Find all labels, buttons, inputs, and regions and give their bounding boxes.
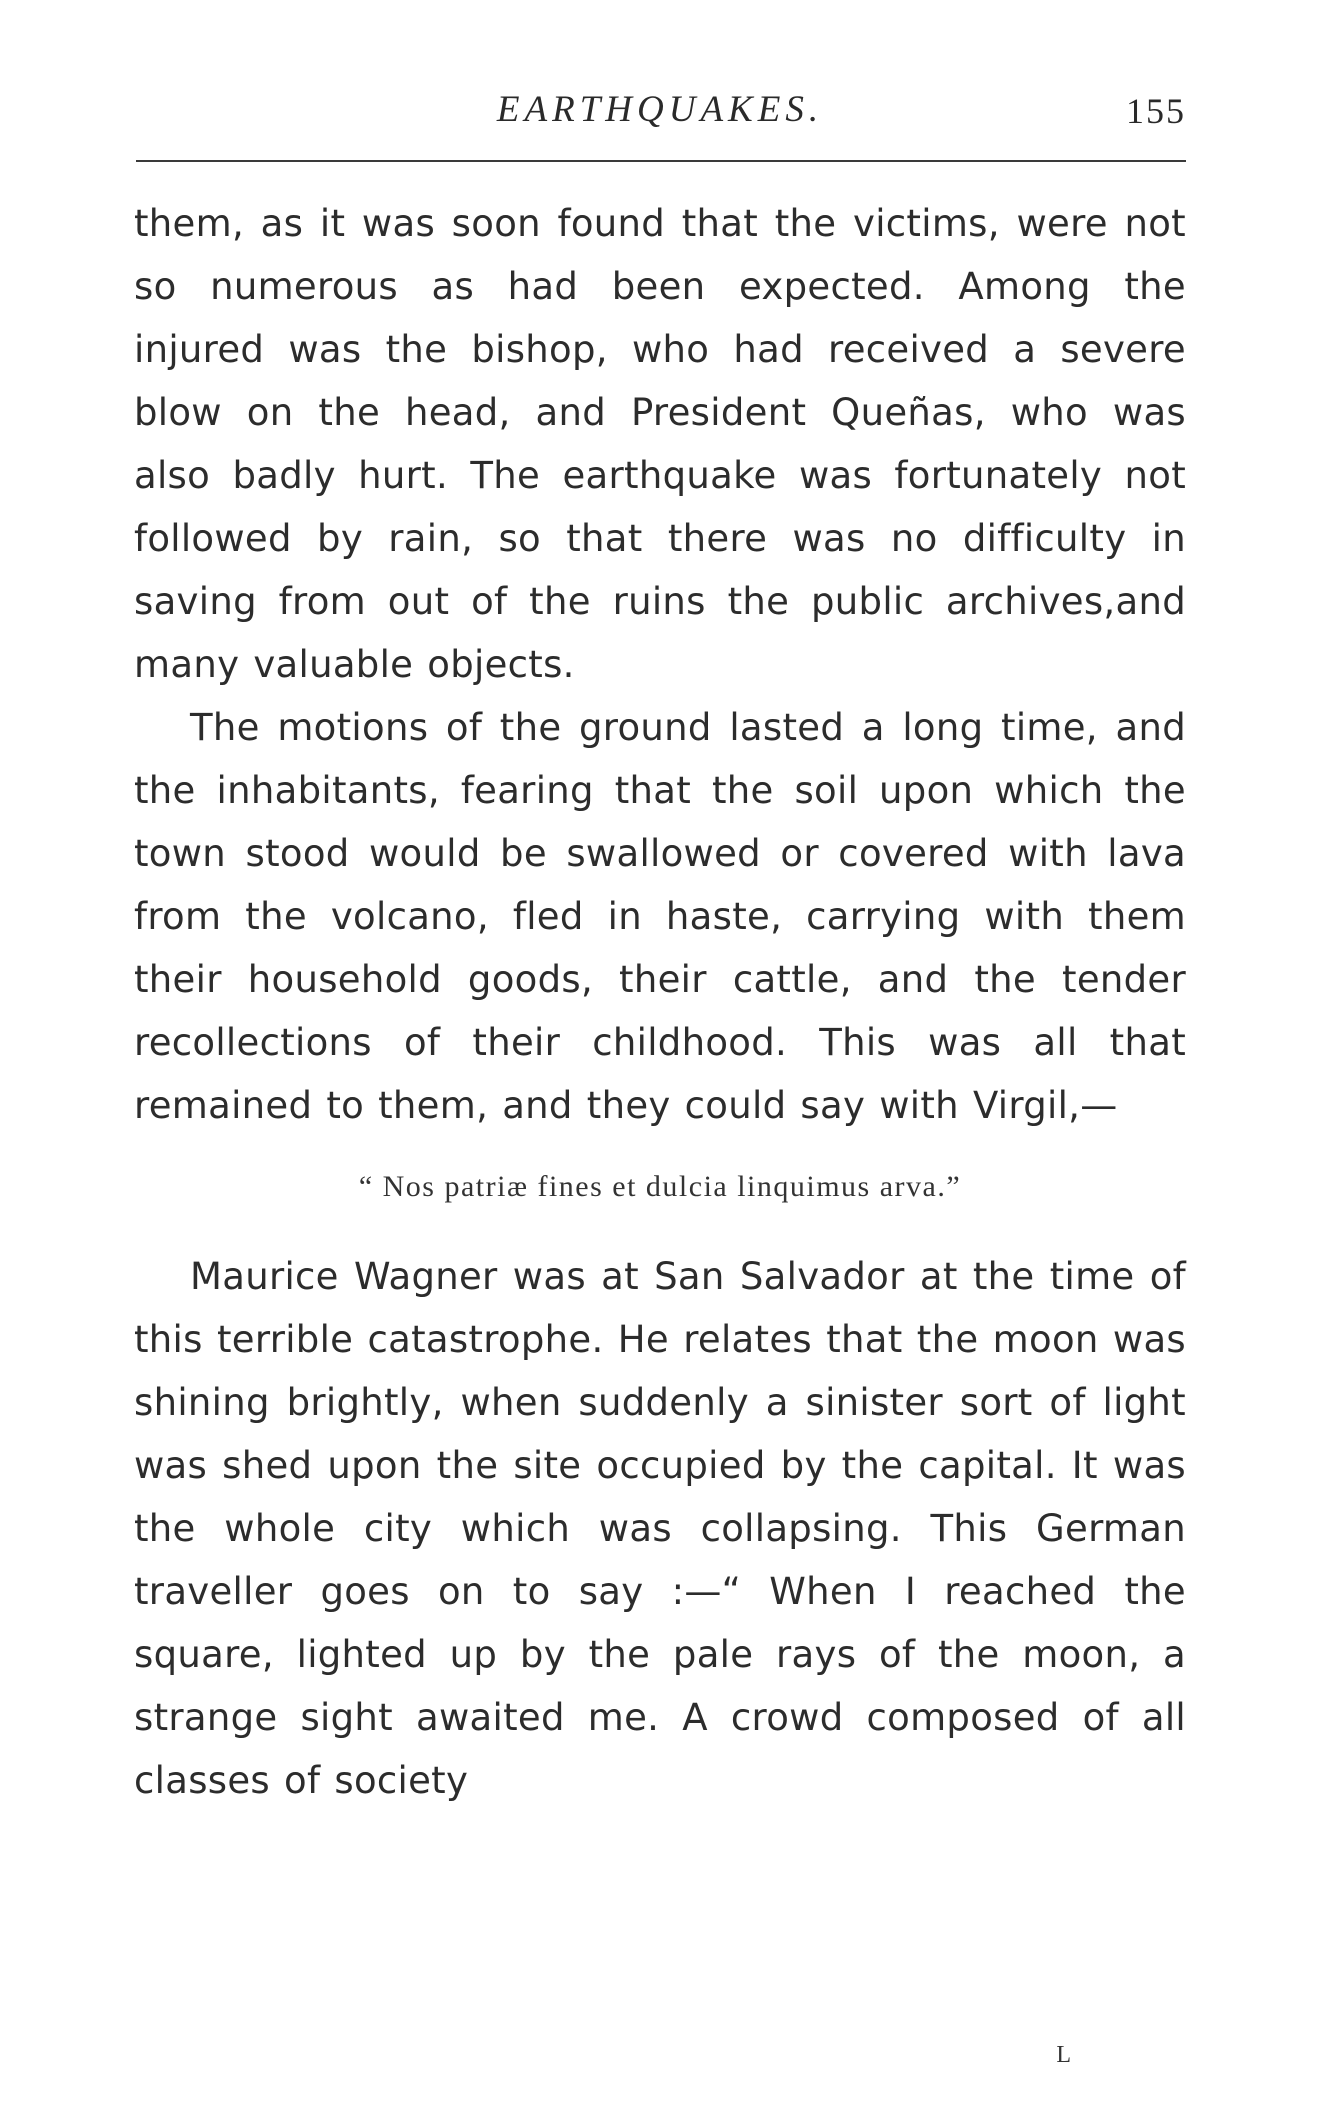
paragraph-wagner: Maurice Wagner was at San Salvador at the time of this terrible catastrophe. He relates that the moon was shining brightly, when suddenly a sinister sort of light was shed upon the site occupied by the capital. It was the whole city which was collapsing. This German traveller goes on to say :—“ When I reached the square, lighted up by the pale rays of the moon, a strange sight awaited me. A crowd composed of all classes of society [134,1255,1186,1802]
paragraph-ground-motions: The motions of the ground lasted a long time, and the inhabitants, fearing that the soil upon which the town stood would be swallowed or covered with lava from the volcano, fled in haste, carrying with them their household goods, their cattle, and the tender recollections of their childhood. This was all that remained to them, and they could say with Virgil,— [134,706,1186,1127]
virgil-quotation: “ Nos patriæ fines et dulcia linquimus arva.” [358,1170,962,1203]
running-title: EARTHQUAKES. [496,89,824,130]
signature-mark: L [1056,2042,1072,2068]
header-rule [136,160,1186,162]
page-number: 155 [1126,91,1186,131]
body-text [134,192,1186,1812]
running-head [134,88,1186,138]
paragraph-continued: them, as it was soon found that the victims, were not so numerous as had been expected. Among the injured was the bishop, who had received a severe blow on the head, and President Queñas, who was also badly hurt. The earthquake was fortunately not followed by rain, so that there was no difficulty in saving from out of the ruins the public archives,and many valuable objects. [134,202,1186,686]
